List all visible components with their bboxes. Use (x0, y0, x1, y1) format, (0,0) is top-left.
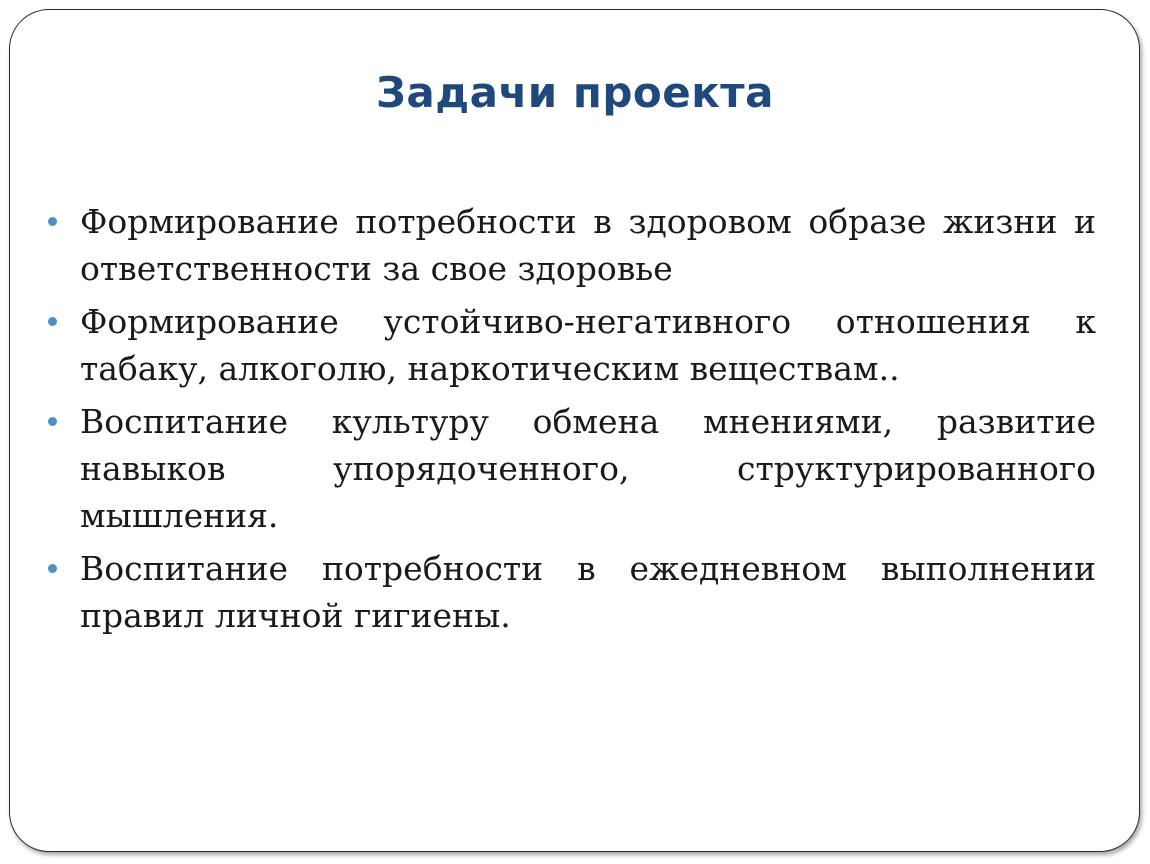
bullet-list (80, 198, 1096, 645)
list-item-text: Воспитание культуру обмена мнениями, развитие навыков упорядоченного, структурированного мышления. (80, 402, 1096, 535)
bullet-icon (48, 564, 57, 573)
list-item (80, 198, 1096, 292)
list-item-text: Воспитание потребности в ежедневном выполнении правил личной гигиены. (80, 549, 1096, 635)
bullet-icon (48, 217, 57, 226)
list-item (80, 398, 1096, 539)
bullet-icon (48, 317, 57, 326)
list-item (80, 545, 1096, 639)
list-item-text: Формирование потребности в здоровом образе жизни и ответственности за свое здоровье (80, 202, 1096, 288)
list-item-text: Формирование устойчиво-негативного отношения к табаку, алкоголю, наркотическим веществам.. (80, 302, 1096, 388)
slide-title: Задачи проекта (376, 68, 774, 117)
bullet-icon (48, 417, 57, 426)
list-item (80, 298, 1096, 392)
